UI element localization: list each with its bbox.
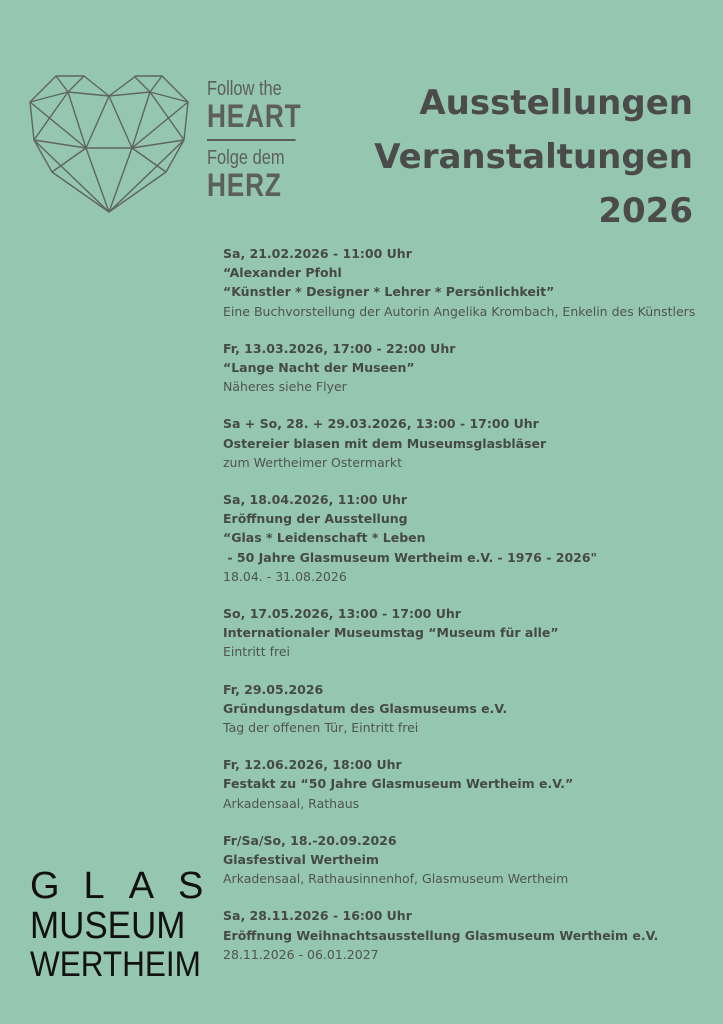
event-description: 18.04. - 31.08.2026: [223, 568, 347, 584]
event-title: Eröffnung der Ausstellung: [223, 511, 408, 527]
slogan-line-2: HEART: [207, 98, 302, 134]
slogan: [207, 78, 302, 203]
logo-line-glas: GLAS: [30, 865, 228, 907]
event-item: [223, 604, 703, 662]
logo-line-museum: MUSEUM: [30, 905, 186, 947]
event-description: 28.11.2026 - 06.01.2027: [223, 946, 379, 962]
event-date: So, 17.05.2026, 13:00 - 17:00 Uhr: [223, 606, 461, 622]
event-date: Sa, 21.02.2026 - 11:00 Uhr: [223, 246, 412, 261]
event-title: Internationaler Museumstag “Museum für alle”: [223, 625, 559, 641]
event-item: [223, 244, 703, 321]
event-subtitle: “Künstler * Designer * Lehrer * Persönlichkeit”: [223, 284, 555, 300]
event-description: Näheres siehe Flyer: [223, 379, 347, 395]
slogan-line-3: Folge dem: [207, 147, 285, 169]
page-title: [374, 76, 693, 238]
slogan-line-1: Follow the: [207, 78, 282, 100]
event-item: [223, 680, 703, 738]
event-date: Fr, 13.03.2026, 17:00 - 22:00 Uhr: [223, 340, 456, 356]
geometric-heart-logo: [28, 70, 190, 214]
event-title: “Lange Nacht der Museen”: [223, 360, 415, 376]
logo-line-wertheim: WERTHEIM: [30, 945, 201, 984]
title-line-1: Ausstellungen: [419, 83, 693, 123]
event-date: Fr/Sa/So, 18.-20.09.2026: [223, 832, 397, 848]
event-title: Ostereier blasen mit dem Museumsglasbläser: [223, 435, 547, 451]
event-item: [223, 755, 703, 813]
glasmuseum-logo: [30, 865, 228, 984]
event-title: Gründungsdatum des Glasmuseums e.V.: [223, 700, 508, 716]
event-description: Tag der offenen Tür, Eintritt frei: [223, 720, 419, 736]
event-item: [223, 339, 703, 397]
event-list: [223, 244, 703, 982]
event-item: [223, 490, 703, 586]
event-title: Festakt zu “50 Jahre Glasmuseum Wertheim e.V.”: [223, 776, 574, 792]
event-description: Eintritt frei: [223, 644, 291, 660]
event-subtitle-2: - 50 Jahre Glasmuseum Wertheim e.V. - 1976 - 2026": [223, 549, 598, 565]
event-title: Glasfestival Wertheim: [223, 852, 379, 868]
event-item: [223, 831, 703, 889]
slogan-divider: [207, 139, 296, 141]
event-date: Fr, 12.06.2026, 18:00 Uhr: [223, 757, 402, 773]
event-date: Sa, 18.04.2026, 11:00 Uhr: [223, 492, 408, 508]
event-date: Sa + So, 28. + 29.03.2026, 13:00 - 17:00 Uhr: [223, 416, 539, 432]
event-title: “Alexander Pfohl: [223, 265, 342, 281]
event-description: zum Wertheimer Ostermarkt: [223, 454, 403, 470]
event-title: Eröffnung Weihnachtsausstellung Glasmuseum Wertheim e.V.: [223, 927, 659, 943]
event-description: Arkadensaal, Rathaus: [223, 795, 360, 811]
event-description: Eine Buchvorstellung der Autorin Angelika Krombach, Enkelin des Künstlers: [223, 303, 696, 319]
event-subtitle: “Glas * Leidenschaft * Leben: [223, 530, 426, 546]
title-line-2: Veranstaltungen: [374, 137, 693, 177]
event-item: [223, 906, 703, 964]
title-line-3: 2026: [598, 191, 693, 231]
event-date: Sa, 28.11.2026 - 16:00 Uhr: [223, 908, 412, 924]
event-item: [223, 414, 703, 472]
event-date: Fr, 29.05.2026: [223, 681, 324, 697]
slogan-line-4: HERZ: [207, 167, 282, 203]
event-description: Arkadensaal, Rathausinnenhof, Glasmuseum Wertheim: [223, 871, 569, 887]
